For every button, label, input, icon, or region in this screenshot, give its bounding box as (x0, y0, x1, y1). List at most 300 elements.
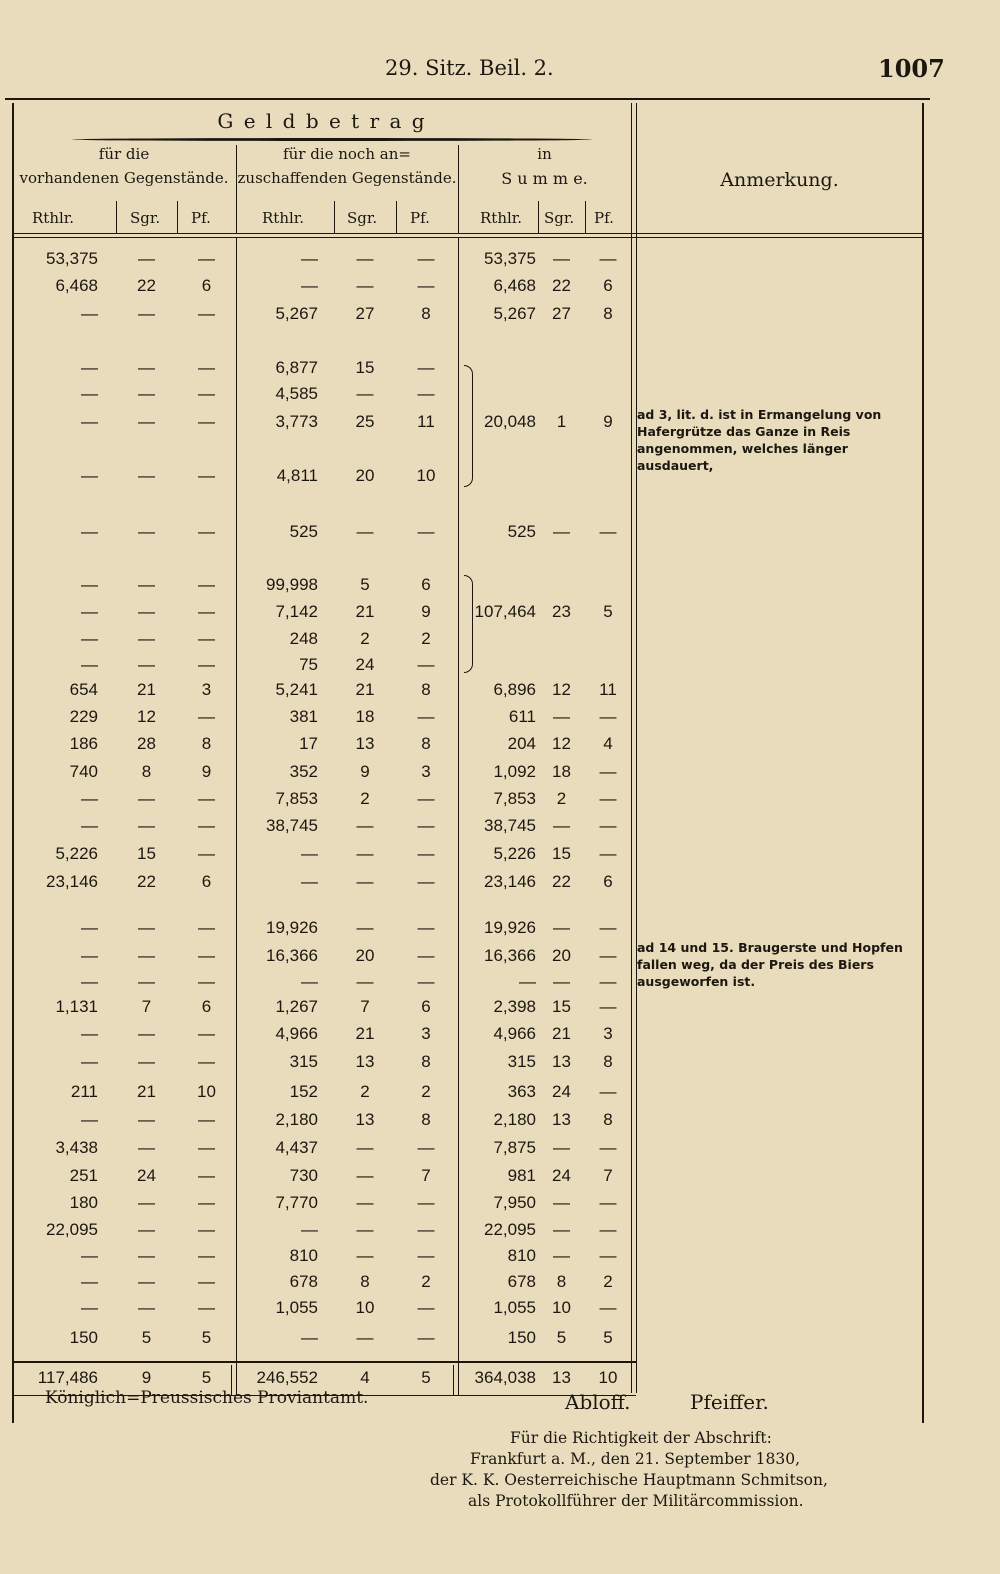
table-cell: — (81, 358, 98, 377)
table-cell: — (356, 522, 374, 541)
table-cell: — (81, 304, 98, 323)
table-cell: — (417, 1246, 435, 1265)
table-cell: — (599, 1138, 617, 1157)
table-cell: 3,438 (55, 1138, 98, 1157)
table-cell (538, 463, 585, 489)
group-sum-line1: in (537, 145, 552, 163)
table-row (12, 1217, 642, 1243)
table-cell: 13 (355, 734, 375, 753)
table-cell: — (81, 412, 98, 431)
table-cell (458, 572, 536, 598)
table-cell: 23,146 (484, 872, 536, 891)
table-cell: 7,142 (275, 602, 318, 621)
table-cell: — (81, 602, 98, 621)
table-cell: — (599, 522, 617, 541)
group-title: G e l d b e t r a g (217, 109, 427, 133)
table-cell: 654 (69, 680, 98, 699)
table-cell: — (417, 384, 435, 403)
table-cell: 12 (137, 707, 156, 726)
table-cell: — (81, 1246, 98, 1265)
table-row (12, 652, 642, 678)
table-cell: — (81, 946, 98, 965)
table-cell: — (553, 249, 570, 268)
table-cell: 75 (299, 655, 318, 674)
table-cell: 8 (421, 1052, 431, 1071)
table-cell: 38,745 (484, 816, 536, 835)
table-cell (458, 355, 536, 381)
unit-label: Sgr. (544, 209, 575, 227)
table-cell: — (356, 1138, 374, 1157)
table-cell: — (138, 946, 155, 965)
table-cell: 16,366 (484, 946, 536, 965)
table-cell: 3 (201, 680, 212, 699)
table-row (12, 704, 642, 730)
table-cell: 7 (141, 997, 152, 1016)
top-rule (5, 98, 930, 100)
table-cell: — (138, 412, 155, 431)
table-cell: 678 (507, 1272, 536, 1291)
table-cell: — (81, 816, 98, 835)
table-cell: — (198, 1220, 215, 1239)
table-cell: 248 (289, 629, 318, 648)
table-cell: — (417, 249, 435, 268)
hdr-sep (585, 201, 586, 233)
table-cell: — (356, 1328, 374, 1347)
table-row (12, 869, 642, 895)
table-row (12, 626, 642, 652)
table-row (12, 841, 642, 867)
table-cell: — (599, 1298, 617, 1317)
table-cell: 6,468 (55, 276, 98, 295)
table-cell: 3 (421, 1024, 431, 1043)
attestation-line: Frankfurt a. M., den 21. September 1830, (470, 1450, 801, 1468)
table-cell: — (417, 655, 435, 674)
totals-cell: 5 (201, 1368, 212, 1387)
table-cell: 5 (556, 1328, 567, 1347)
table-row (12, 786, 642, 812)
table-cell: — (553, 1193, 570, 1212)
table-cell: — (198, 1246, 215, 1265)
table-cell: — (138, 384, 155, 403)
table-cell: — (81, 384, 98, 403)
table-cell: 150 (507, 1328, 536, 1347)
table-cell: 251 (69, 1166, 98, 1185)
table-cell: 8 (603, 1110, 613, 1129)
table-cell: — (81, 522, 98, 541)
table-cell (585, 572, 631, 598)
table-cell: 9 (360, 762, 370, 781)
table-cell: 8 (360, 1272, 370, 1291)
table-cell: — (198, 1193, 215, 1212)
table-cell: — (81, 1272, 98, 1291)
table-cell: 16,366 (266, 946, 318, 965)
table-cell: — (356, 872, 374, 891)
table-cell: 7 (360, 997, 370, 1016)
remark-note: ad 3, lit. d. ist in Ermangelung von Hafergrütze das Ganze in Reis angenommen, welches länger ausdauert, (637, 407, 882, 473)
unit-label: Rthlr. (32, 209, 75, 227)
table-cell: 24 (552, 1082, 571, 1101)
group-existing-line1: für die (98, 145, 150, 163)
table-row (12, 1163, 642, 1189)
table-cell: 18 (355, 707, 375, 726)
table-cell: 17 (299, 734, 318, 753)
table-cell: — (599, 789, 617, 808)
table-cell: 22,095 (484, 1220, 536, 1239)
running-title: 29. Sitz. Beil. 2. (385, 56, 554, 80)
table-cell: 21 (355, 1024, 375, 1043)
table-cell: — (81, 629, 98, 648)
table-cell: 152 (289, 1082, 318, 1101)
table-cell: 5 (141, 1328, 152, 1347)
table-cell: 8 (556, 1272, 567, 1291)
table-cell: 3,773 (275, 412, 318, 431)
table-cell: — (599, 946, 617, 965)
table-cell: — (138, 602, 155, 621)
table-cell: — (417, 1328, 435, 1347)
table-cell: 3 (603, 1024, 613, 1043)
header-rule (12, 233, 924, 234)
table-cell: 6 (201, 997, 212, 1016)
table-cell: 12 (552, 680, 571, 699)
table-cell (458, 463, 536, 489)
table-cell: 525 (289, 522, 318, 541)
remark-note: ad 14 und 15. Braugerste und Hopfen fallen weg, da der Preis des Biers ausgeworfen ist. (637, 940, 903, 989)
table-cell: 2 (421, 1272, 431, 1291)
table-cell: — (198, 629, 215, 648)
table-cell: 11 (417, 412, 435, 431)
table-cell: 22,095 (46, 1220, 98, 1239)
table-cell: — (198, 789, 215, 808)
table-cell: — (356, 1166, 374, 1185)
table-cell: 22 (137, 276, 156, 295)
table-cell: — (301, 1328, 318, 1347)
geldbetrag-table (12, 103, 924, 1423)
table-cell: — (198, 1024, 215, 1043)
table-row (12, 1190, 642, 1216)
table-cell (585, 355, 631, 381)
table-cell: — (599, 997, 617, 1016)
group-existing-line2: vorhandenen Gegenstände. (19, 169, 229, 187)
table-cell: — (81, 466, 98, 485)
table-cell: 6 (603, 872, 613, 891)
totals-cell: 5 (421, 1368, 431, 1387)
group-tobuy-line2: zuschaffenden Gegenstände. (237, 169, 457, 187)
table-cell: — (599, 918, 617, 937)
table-cell: 24 (137, 1166, 156, 1185)
hdr-sep (538, 201, 539, 233)
table-cell: — (417, 918, 435, 937)
table-cell: — (301, 972, 318, 991)
table-cell: 2 (360, 1082, 370, 1101)
table-cell: — (356, 384, 374, 403)
table-cell: 38,745 (266, 816, 318, 835)
attestation-line: als Protokollführer der Militärcommission. (468, 1492, 804, 1510)
table-cell: — (198, 249, 215, 268)
table-cell: — (301, 249, 318, 268)
table-cell: 10 (416, 466, 436, 485)
table-cell: 22 (552, 276, 571, 295)
table-row (12, 463, 642, 489)
table-cell: — (138, 522, 155, 541)
table-cell: — (599, 249, 617, 268)
table-cell: — (356, 1220, 374, 1239)
table-cell: 2,398 (493, 997, 536, 1016)
table-cell: 20,048 (484, 412, 536, 431)
title-swash (72, 138, 592, 141)
table-row (12, 813, 642, 839)
table-cell: 9 (603, 412, 613, 431)
table-cell (585, 652, 631, 678)
table-cell (585, 463, 631, 489)
table-cell: — (138, 1246, 155, 1265)
table-cell: — (81, 918, 98, 937)
table-cell: 180 (69, 1193, 98, 1212)
table-cell: 6 (421, 575, 431, 594)
table-cell: 2 (421, 1082, 431, 1101)
table-cell: — (198, 602, 215, 621)
group-sum-line2: S u m m e. (501, 169, 588, 188)
table-cell: 8 (201, 734, 212, 753)
table-row (12, 599, 642, 625)
totals-cell: 13 (552, 1368, 571, 1387)
table-cell (458, 652, 536, 678)
table-cell: 5,226 (55, 844, 98, 863)
table-cell: 19,926 (484, 918, 536, 937)
table-row (12, 273, 642, 299)
table-row (12, 355, 642, 381)
hdr-sep (396, 201, 397, 233)
table-row (12, 915, 642, 941)
table-cell: 22 (137, 872, 156, 891)
table-cell (538, 572, 585, 598)
remark-header: Anmerkung. (720, 169, 839, 191)
table-cell: 315 (507, 1052, 536, 1071)
table-row (12, 409, 642, 435)
table-cell: 5 (360, 575, 370, 594)
table-cell: 7 (603, 1166, 613, 1185)
table-row (12, 1135, 642, 1161)
table-cell: — (417, 972, 435, 991)
table-cell: — (553, 522, 570, 541)
totals-cell: 9 (141, 1368, 152, 1387)
table-cell: 8 (421, 1110, 431, 1129)
table-row (12, 1107, 642, 1133)
table-cell: 27 (355, 304, 375, 323)
table-cell: — (553, 1246, 570, 1265)
unit-label: Pf. (410, 209, 430, 227)
table-cell: — (417, 816, 435, 835)
table-cell: — (138, 358, 155, 377)
table-cell: 810 (507, 1246, 536, 1265)
table-cell: 4,966 (275, 1024, 318, 1043)
table-cell: 5,226 (493, 844, 536, 863)
table-cell: 186 (69, 734, 98, 753)
table-cell: 15 (552, 844, 571, 863)
table-cell: 381 (289, 707, 318, 726)
table-cell: 10 (355, 1298, 375, 1317)
totals-cell: 117,486 (37, 1368, 98, 1387)
totals-cell: 246,552 (256, 1368, 318, 1387)
table-cell: 2 (556, 789, 567, 808)
table-cell: — (599, 816, 617, 835)
table-cell: 2 (603, 1272, 613, 1291)
table-cell: — (81, 575, 98, 594)
unit-label: Rthlr. (480, 209, 523, 227)
table-cell: — (81, 1024, 98, 1043)
table-cell: 2,180 (275, 1110, 318, 1129)
group-tobuy-line1: für die noch an= (283, 145, 411, 163)
table-cell: — (417, 946, 435, 965)
table-cell: — (138, 816, 155, 835)
totals-cell: 10 (598, 1368, 618, 1387)
table-row (12, 731, 642, 757)
table-cell: 363 (507, 1082, 536, 1101)
table-cell: 23,146 (46, 872, 98, 891)
table-cell: — (599, 1246, 617, 1265)
table-cell: 8 (603, 1052, 613, 1071)
table-cell: — (553, 972, 570, 991)
table-cell: 1,267 (275, 997, 318, 1016)
office-signature: Königlich=Preussisches Proviantamt. (45, 1388, 369, 1408)
table-cell: — (81, 972, 98, 991)
table-cell: 21 (355, 680, 375, 699)
table-row (12, 1295, 642, 1321)
table-row (12, 1325, 642, 1351)
table-cell: — (417, 789, 435, 808)
table-row (12, 1021, 642, 1047)
table-cell: — (81, 1052, 98, 1071)
table-cell: 53,375 (484, 249, 536, 268)
table-cell (538, 626, 585, 652)
table-cell: 1,055 (275, 1298, 318, 1317)
table-cell: — (138, 1138, 155, 1157)
table-row (12, 572, 642, 598)
table-cell: 6 (201, 872, 212, 891)
table-cell: 28 (137, 734, 156, 753)
table-cell: 107,464 (474, 602, 536, 621)
table-cell: — (81, 655, 98, 674)
table-cell: — (198, 844, 215, 863)
table-cell: 525 (507, 522, 536, 541)
hdr-sep (236, 145, 237, 233)
table-cell: 6 (421, 997, 431, 1016)
table-cell: — (356, 1193, 374, 1212)
table-cell: 315 (289, 1052, 318, 1071)
table-cell: 9 (201, 762, 212, 781)
table-cell (538, 381, 585, 407)
signature-abloff: Abloff. (565, 1390, 631, 1414)
table-cell: — (138, 629, 155, 648)
table-cell: — (356, 249, 374, 268)
table-cell: — (138, 304, 155, 323)
table-cell: — (138, 1110, 155, 1129)
unit-label: Rthlr. (262, 209, 305, 227)
table-cell: 24 (552, 1166, 571, 1185)
table-cell: — (356, 844, 374, 863)
table-row (12, 1079, 642, 1105)
table-cell: 2 (360, 789, 370, 808)
table-cell: — (198, 816, 215, 835)
hdr-sep (116, 201, 117, 233)
table-cell: 21 (137, 680, 156, 699)
table-cell: 6 (603, 276, 613, 295)
table-cell: 20 (552, 946, 571, 965)
table-cell: 2 (421, 629, 431, 648)
table-cell: — (198, 575, 215, 594)
table-cell: — (417, 707, 435, 726)
table-cell: — (198, 522, 215, 541)
table-cell: 6,896 (493, 680, 536, 699)
table-cell: 352 (289, 762, 318, 781)
table-cell: 20 (355, 466, 375, 485)
table-cell: 25 (355, 412, 375, 431)
header-rule (12, 237, 924, 238)
table-cell: — (301, 844, 318, 863)
table-cell: — (553, 816, 570, 835)
table-row (12, 759, 642, 785)
table-cell: 13 (355, 1052, 375, 1071)
table-cell: — (356, 1246, 374, 1265)
table-cell: 611 (508, 707, 536, 726)
table-cell: — (198, 946, 215, 965)
table-cell: 13 (355, 1110, 375, 1129)
table-cell: 5 (603, 602, 613, 621)
table-cell: 204 (507, 734, 536, 753)
table-cell: — (519, 972, 536, 991)
table-cell: — (417, 1298, 435, 1317)
table-cell: 8 (141, 762, 152, 781)
table-cell (458, 381, 536, 407)
attestation-line: Für die Richtigkeit der Abschrift: (510, 1429, 772, 1447)
table-cell: — (356, 276, 374, 295)
table-cell: — (81, 1110, 98, 1129)
unit-label: Pf. (191, 209, 211, 227)
table-cell: — (138, 249, 155, 268)
table-cell: — (553, 918, 570, 937)
table-cell: 5 (603, 1328, 613, 1347)
table-cell: 4,811 (276, 466, 318, 485)
table-cell: — (301, 872, 318, 891)
table-cell: 7,875 (493, 1138, 536, 1157)
table-cell: — (81, 789, 98, 808)
table-cell: — (138, 655, 155, 674)
totals-rule (12, 1361, 636, 1363)
table-cell: — (417, 358, 435, 377)
totals-cell: 4 (360, 1368, 370, 1387)
table-cell: — (198, 707, 215, 726)
table-cell: 2,180 (493, 1110, 536, 1129)
table-cell: — (417, 1193, 435, 1212)
table-cell: 15 (552, 997, 571, 1016)
table-row (12, 994, 642, 1020)
table-cell: — (198, 1272, 215, 1291)
table-cell: — (138, 466, 155, 485)
table-cell: — (198, 972, 215, 991)
table-cell: — (198, 466, 215, 485)
table-cell: — (356, 972, 374, 991)
table-cell: 3 (421, 762, 431, 781)
table-cell: 810 (289, 1246, 318, 1265)
table-cell: 13 (552, 1110, 571, 1129)
table-cell: 24 (355, 655, 375, 674)
table-cell: 20 (355, 946, 375, 965)
page-number: 1007 (878, 54, 945, 83)
table-cell: — (301, 276, 318, 295)
table-cell (585, 381, 631, 407)
table-cell: 27 (552, 304, 571, 323)
table-cell: 5,241 (275, 680, 318, 699)
table-cell: 21 (552, 1024, 571, 1043)
